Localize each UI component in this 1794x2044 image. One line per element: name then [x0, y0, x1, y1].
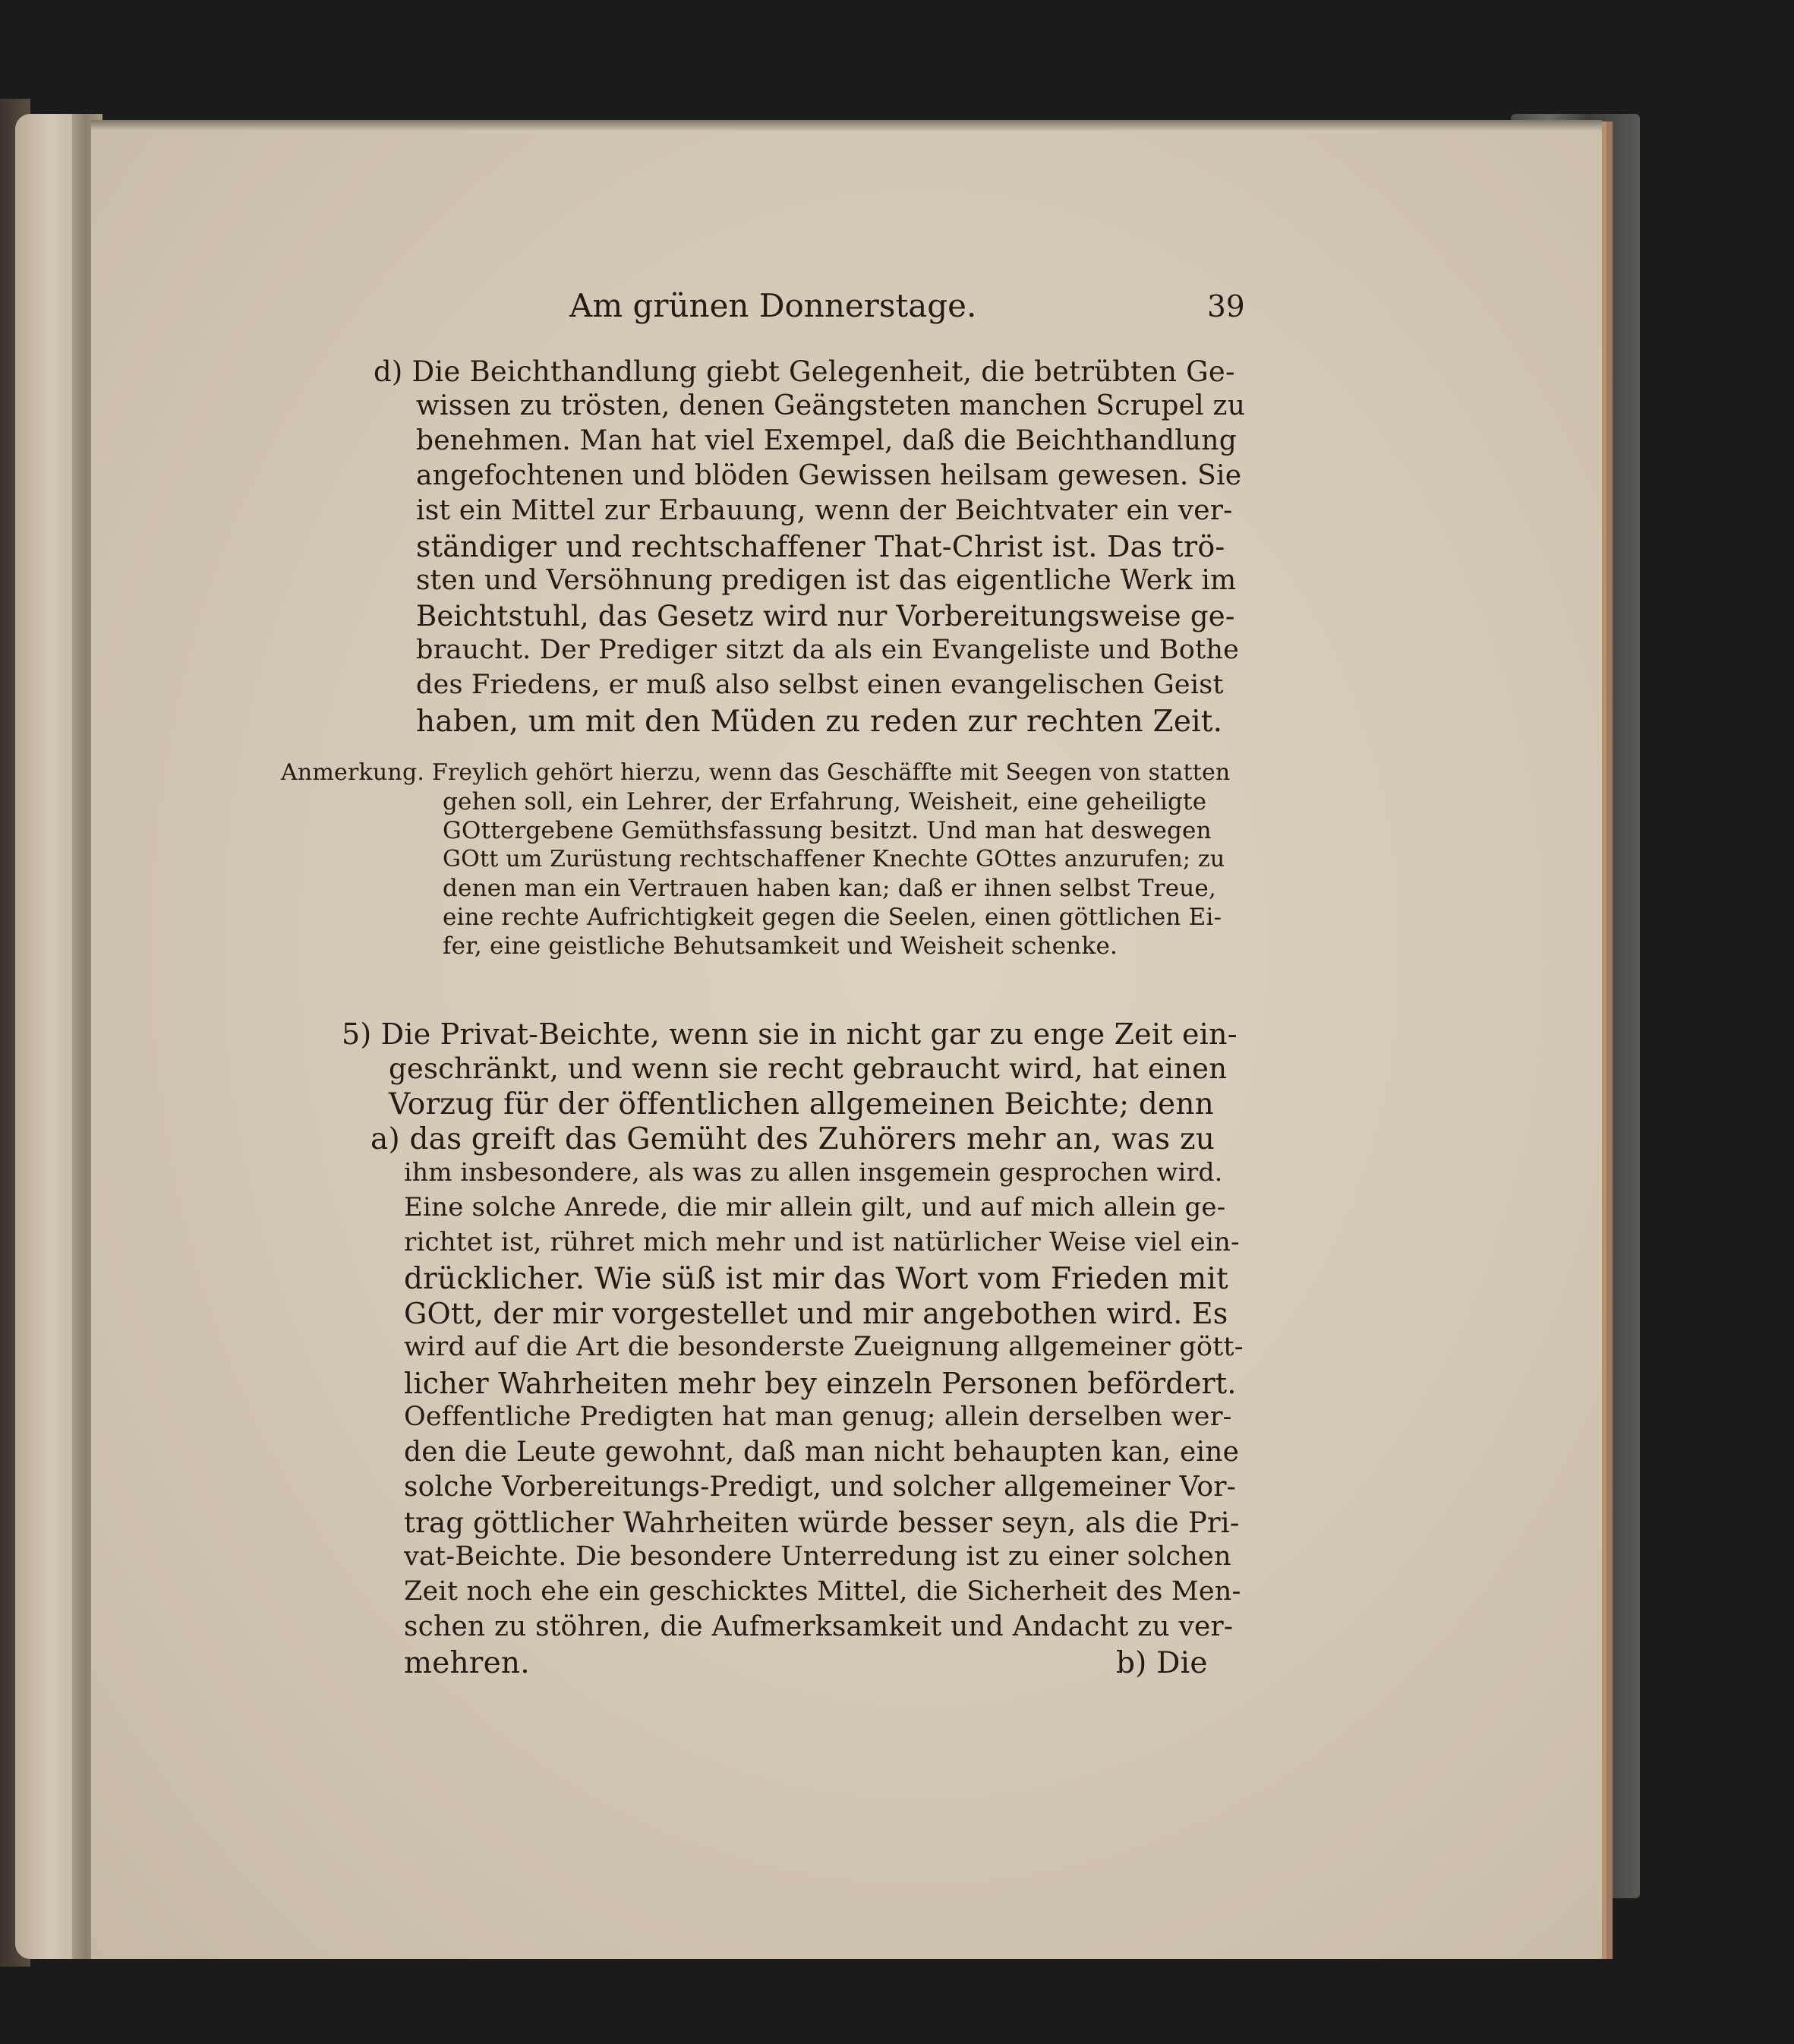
subsection-a-line: GOtt, der mir vorgestellet und mir angebothen wird. Es — [404, 1297, 1228, 1330]
subsection-a-line: trag göttlicher Wahrheiten würde besser seyn, als die Pri- — [404, 1506, 1240, 1539]
subsection-a-line: Oeffentliche Predigten hat man genug; allein derselben wer- — [404, 1402, 1232, 1432]
running-header: Am grünen Donnerstage. — [569, 287, 977, 324]
section-d-line: wissen zu trösten, denen Geängsteten manchen Scrupel zu — [416, 390, 1246, 421]
section-5-line: geschränkt, und wenn sie recht gebraucht wird, hat einen — [389, 1052, 1228, 1085]
section-d-line: braucht. Der Prediger sitzt da als ein Evangeliste und Bothe — [416, 635, 1239, 665]
annotation-line: gehen soll, ein Lehrer, der Erfahrung, Weisheit, eine geheiligte — [443, 788, 1207, 815]
subsection-a-line: solche Vorbereitungs-Predigt, und solcher allgemeiner Vor- — [404, 1471, 1237, 1503]
subsection-a-line: Eine solche Anrede, die mir allein gilt, und auf mich allein ge- — [404, 1192, 1226, 1222]
page-top-edge — [91, 120, 1602, 131]
subsection-a-line: wird auf die Art die besonderste Zueignung allgemeiner gött- — [404, 1332, 1244, 1362]
section-d-line: angefochtenen und blöden Gewissen heilsam gewesen. Sie — [416, 460, 1242, 491]
section-d-line: d) Die Beichthandlung giebt Gelegenheit, die betrübten Ge- — [374, 355, 1235, 388]
section-5-line: 5) Die Privat-Beichte, wenn sie in nicht gar zu enge Zeit ein- — [342, 1017, 1238, 1051]
subsection-a-line: mehren. — [404, 1646, 530, 1680]
page-number: 39 — [1207, 290, 1245, 324]
annotation-line: GOtt um Zurüstung rechtschaffener Knechte GOttes anzurufen; zu — [443, 846, 1225, 872]
section-d-line: benehmen. Man hat viel Exempel, daß die Beichthandlung — [416, 425, 1237, 456]
subsection-a-line: schen zu stöhren, die Aufmerksamkeit und Andacht zu ver- — [404, 1611, 1234, 1642]
subsection-a-line: ihm insbesondere, als was zu allen insgemein gesprochen wird. — [404, 1157, 1223, 1187]
subsection-a-line: Zeit noch ehe ein geschicktes Mittel, die Sicherheit des Men- — [404, 1576, 1241, 1607]
annotation-line: fer, eine geistliche Behutsamkeit und Weisheit schenke. — [443, 932, 1118, 960]
subsection-a-line: den die Leute gewohnt, daß man nicht behaupten kan, eine — [404, 1437, 1240, 1468]
annotation-line: GOttergebene Gemüthsfassung besitzt. Und man hat deswegen — [443, 817, 1212, 844]
section-d-line: des Friedens, er muß also selbst einen evangelischen Geist — [416, 670, 1224, 700]
subsection-a-line: licher Wahrheiten mehr bey einzeln Personen befördert. — [404, 1367, 1237, 1400]
subsection-a-line: a) das greift das Gemüht des Zuhörers mehr an, was zu — [370, 1122, 1215, 1156]
section-d-line: sten und Versöhnung predigen ist das eigentliche Werk im — [416, 565, 1237, 596]
annotation-line: Anmerkung. Freylich gehört hierzu, wenn das Geschäffte mit Seegen von statten — [281, 759, 1231, 786]
section-d-line: Beichtstuhl, das Gesetz wird nur Vorbereitungsweise ge- — [416, 600, 1235, 632]
subsection-a-line: vat-Beichte. Die besondere Unterredung ist zu einer solchen — [404, 1541, 1231, 1572]
annotation-line: eine rechte Aufrichtigkeit gegen die Seelen, einen göttlichen Ei- — [443, 904, 1222, 931]
subsection-a-line: richtet ist, rühret mich mehr und ist natürlicher Weise viel ein- — [404, 1227, 1240, 1257]
section-d-line: haben, um mit den Müden zu reden zur rechten Zeit. — [416, 705, 1223, 739]
section-5-line: Vorzug für der öffentlichen allgemeinen Beichte; denn — [389, 1087, 1214, 1121]
annotation-line: denen man ein Vertrauen haben kan; daß er ihnen selbst Treue, — [443, 875, 1217, 902]
section-d-line: ständiger und rechtschaffener That-Christ ist. Das trö- — [416, 530, 1225, 563]
subsection-a-line: drücklicher. Wie süß ist mir das Wort vom Frieden mit — [404, 1262, 1229, 1296]
section-d-line: ist ein Mittel zur Erbauung, wenn der Beichtvater ein ver- — [416, 495, 1233, 526]
catchword: b) Die — [1116, 1646, 1208, 1680]
